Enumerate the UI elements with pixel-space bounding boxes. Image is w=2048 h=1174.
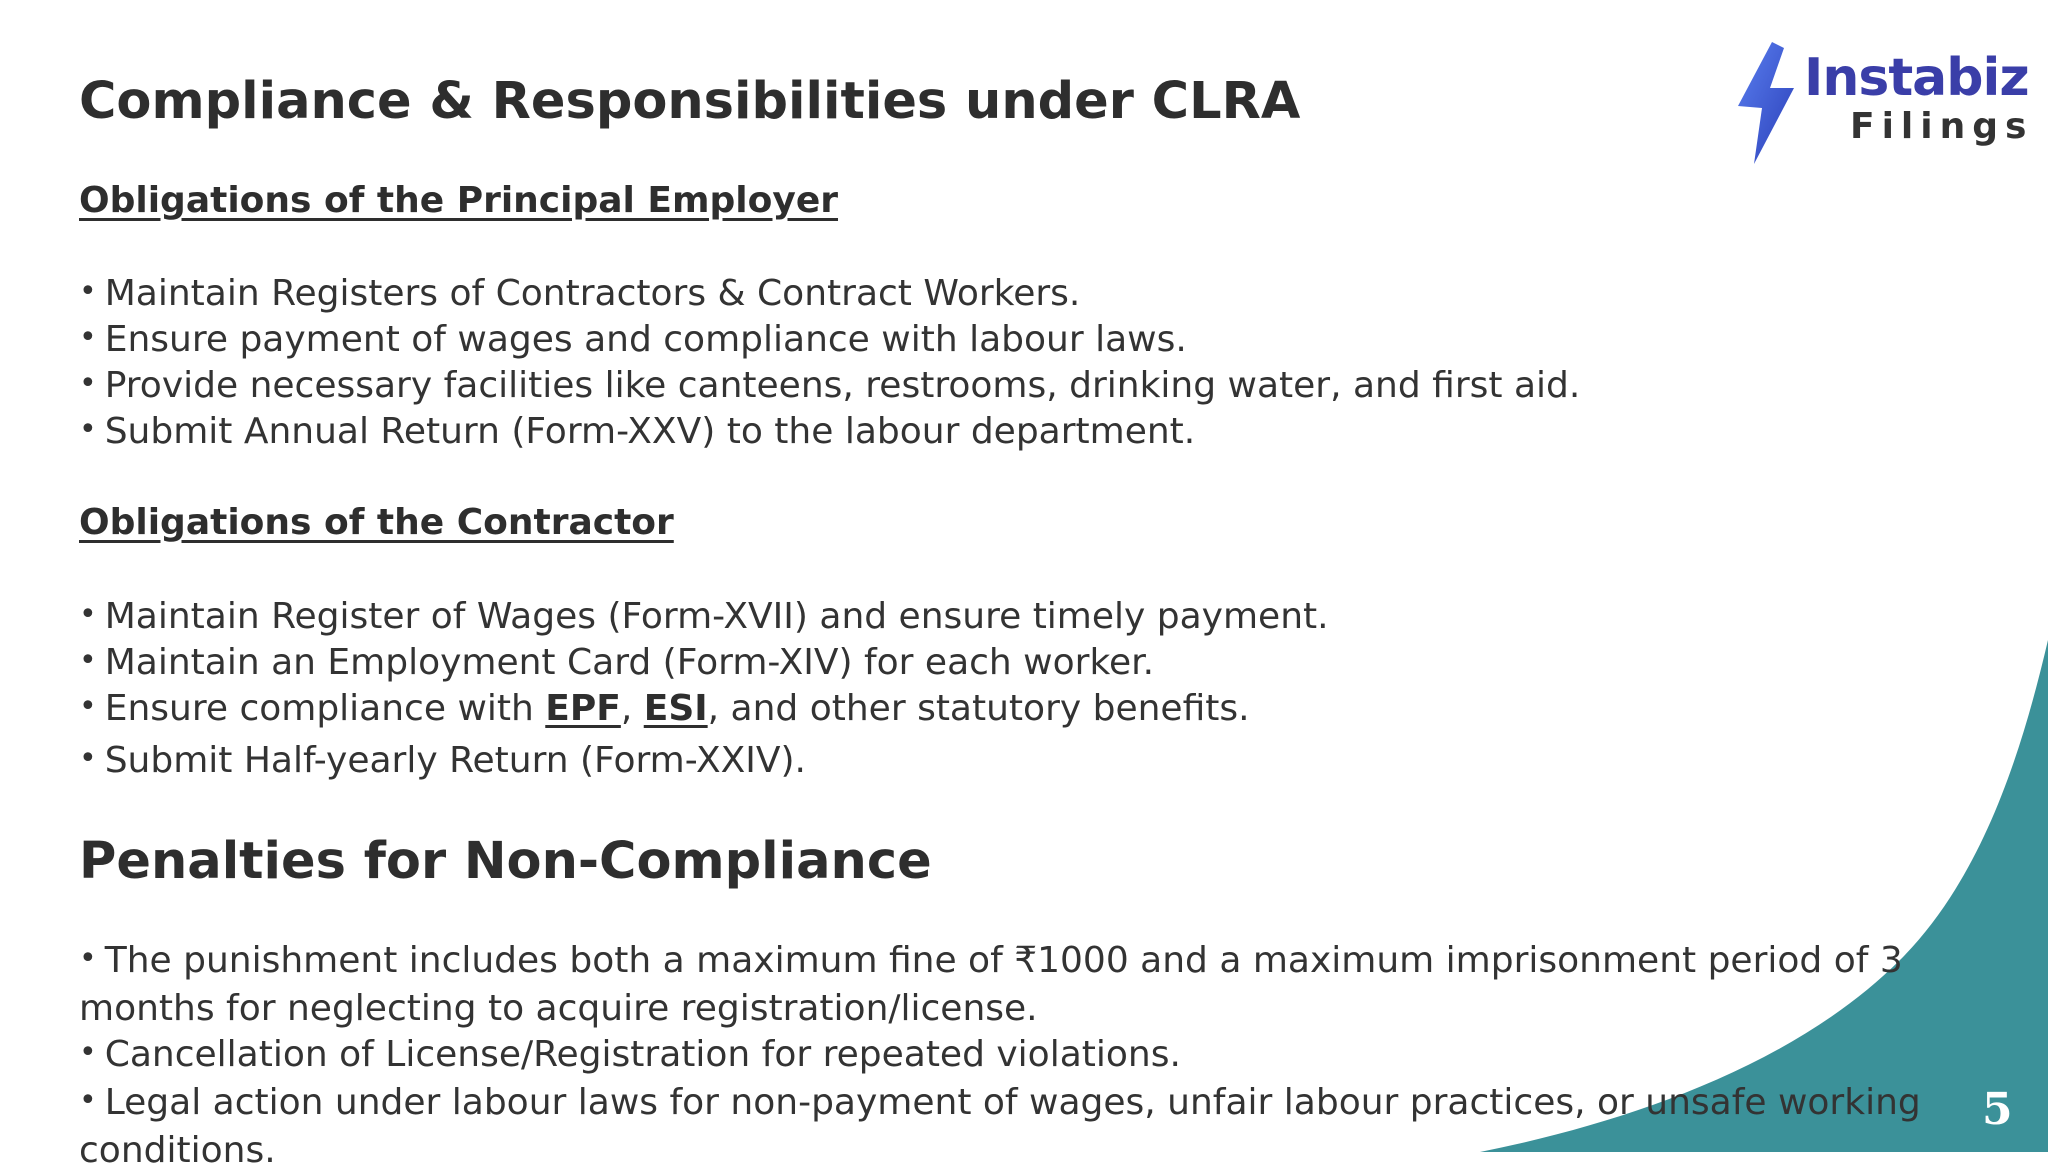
logo-text-filings: Filings — [1850, 106, 2034, 147]
epf-link[interactable]: EPF — [545, 688, 621, 729]
bullet-icon: • — [79, 941, 97, 976]
bullet-icon: • — [79, 366, 97, 401]
bullet-icon: • — [79, 643, 97, 678]
bullet-icon: • — [79, 1035, 97, 1070]
instabiz-logo — [1732, 38, 2034, 168]
slide-title: Compliance & Responsibilities under CLRA — [79, 72, 1301, 131]
lightning-bolt-icon — [1732, 38, 1802, 168]
list-item: • Maintain an Employment Card (Form-XIV) for each worker. — [79, 642, 1155, 683]
bullet-icon: • — [79, 741, 97, 776]
list-item: • Submit Annual Return (Form-XXV) to the labour department. — [79, 411, 1196, 452]
list-item: • Maintain Register of Wages (Form-XVII) and ensure timely payment. — [79, 596, 1329, 637]
principal-heading: Obligations of the Principal Employer — [79, 180, 839, 221]
list-item: • Cancellation of License/Registration for repeated violations. — [79, 1034, 1181, 1075]
contractor-list — [79, 594, 1329, 784]
bullet-icon: • — [79, 689, 97, 724]
bullet-icon: • — [79, 1083, 97, 1118]
list-item: • Legal action under labour laws for non-payment of wages, unfair labour practices, or unsafe working conditions. — [79, 1082, 1921, 1171]
bullet-icon: • — [79, 274, 97, 309]
list-item: • The punishment includes both a maximum fine of ₹1000 and a maximum imprisonment period of 3 months for neglecting to acquire registration/license. — [79, 940, 1903, 1029]
principal-list — [79, 271, 1580, 455]
logo-text-instabiz: Instabiz — [1804, 48, 2029, 108]
penalties-list — [79, 938, 1939, 1174]
list-item: • Maintain Registers of Contractors & Contract Workers. — [79, 273, 1081, 314]
contractor-heading: Obligations of the Contractor — [79, 502, 674, 543]
list-item: • Ensure payment of wages and compliance with labour laws. — [79, 319, 1187, 360]
bullet-icon: • — [79, 412, 97, 447]
penalties-heading: Penalties for Non-Compliance — [79, 832, 932, 891]
page-number: 5 — [1982, 1084, 2013, 1135]
esi-link[interactable]: ESI — [643, 688, 708, 729]
list-item: • Submit Half-yearly Return (Form-XXIV). — [79, 740, 806, 781]
bullet-icon: • — [79, 597, 97, 632]
list-item: • Ensure compliance with EPF, ESI, and other statutory benefits. — [79, 688, 1250, 729]
list-item: • Provide necessary facilities like canteens, restrooms, drinking water, and first aid. — [79, 365, 1581, 406]
bullet-icon: • — [79, 320, 97, 355]
